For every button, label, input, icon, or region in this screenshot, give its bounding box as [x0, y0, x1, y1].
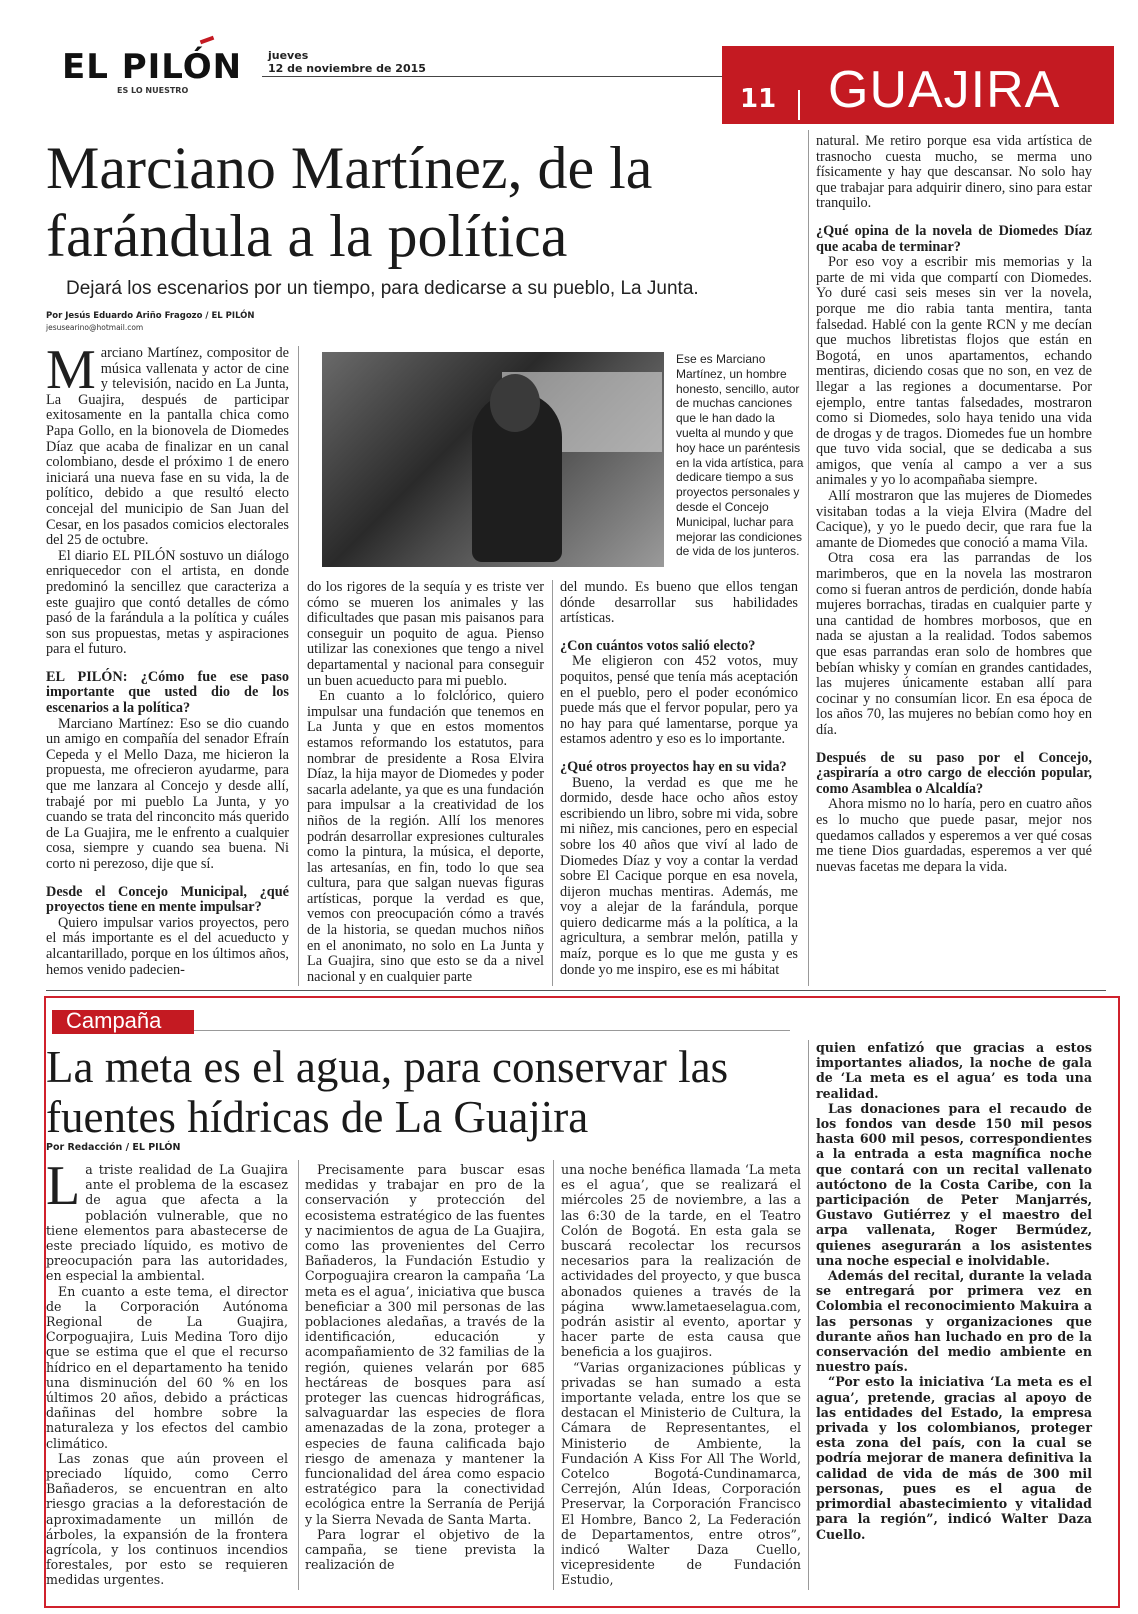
dateline-date: 12 de noviembre de 2015 — [268, 62, 426, 75]
paragraph: a triste realidad de La Guajira ante el problema de la escasez de agua que afecta a la población vulnerable, que no tiene elementos para abastecerse de este preciado líquido, es motivo de preocupación para las autoridades, en especial la ambiental. — [46, 1162, 288, 1284]
paragraph: El diario EL PILÓN sostuvo un diálogo enriquecedor con el artista, en donde predominó la sencillez que caracteriza a este guajiro que contó detalles de cómo pasó de la farándula a la política y cuáles son sus propuestas, metas y aspiraciones para el futuro. — [46, 547, 289, 658]
article1-deck: Dejará los escenarios por un tiempo, para dedicarse a su pueblo, La Junta. — [66, 278, 699, 299]
marciano-photo — [322, 352, 664, 567]
paragraph: En cuanto a este tema, el director de la Corporación Autónoma Regional de La Guajira, Corpoguajira, Luis Medina Toro dijo que se estima que el que el recurso hídrico en el departamento ha tenido una disminución del 60 % en los últimos 20 años, debido a prácticas dañinas del hombre sobre la naturaleza y los efectos del cambio climático. — [46, 1283, 288, 1451]
photo-caption: Ese es Marciano Martínez, un hombre honesto, sencillo, autor de muchas canciones que le han dado la vuelta al mundo y que hoy hace un paréntesis en la vida artística, para dedicare tiempo a sus proyectos personales y desde el Concejo Municipal, luchar para mejorar las condiciones de vida de los junteros. — [676, 352, 804, 559]
article2-lead — [46, 1155, 288, 1284]
interview-answer: Allí mostraron que las mujeres de Diomedes visitaban todas a la vieja Elvira (Madre del Cacique), y yo le puedo decir, que rara fue la amante de Diomedes que conoció a mama Vila. — [816, 488, 1092, 551]
logo-accent — [200, 36, 215, 45]
interview-answer: Bueno, la verdad es que me he dormido, desde hace ocho años estoy escribiendo un libro, sobre mi vida, sobre mi niñez, mis canciones, pero en especial sobre los 40 años que viví al lado de Diomedes Díaz y voy a contar la verdad sobre El Cacique porque en esa novela, dijeron muchas mentiras. Además, me voy a alejar de la farándula, porque quiero dedicarme más a la política, a la agricultura, a sembrar melón, patilla y maíz, porque es lo que me gusta y es donde yo me inspiro, ese es mi hábitat — [560, 774, 798, 978]
interview-question: Después de su paso por el Concejo, ¿aspiraría a otro cargo de elección popular, como Asamblea o Alcaldía? — [816, 749, 1092, 797]
photo-head — [490, 374, 540, 432]
paragraph: arciano Martínez, compositor de música vallenata y actor de cine y televisión, nacido en La Junta, La Guajira, después de participar exitosamente en la pantalla chica como Papa Gollo, en la bionovela de Diomedes Díaz que acaba de finalizar en un canal colombiano, desde el próximo 1 de enero iniciará una nueva fase en su vida, la de político, debido a que resultó electo concejal del municipio de San Juan del Cesar, en los pasados comicios electorales del 25 de octubre. — [46, 345, 289, 549]
paragraph: En cuanto a lo folclórico, quiero impulsar una fundación que tenemos en La Junta y que en estos momentos estamos reformando los estatutos, para nombrar de presidente a Rosa Elvira Díaz, la hija mayor de Diomedes y poder sacarla adelante, ya que es una fundación para impulsar a la creatividad de los niños de la región. Allí los menores podrán desarrollar expresiones culturales como la pintura, la música, el deporte, las artesanías, en fin, todo lo que sea cultura, para que salgan nuevas figuras artísticas, porque la verdad es que, vemos con preocupación cómo a través de la historia, se quedan muchos niños en el anonimato, no solo en La Junta y La Guajira, sino que esto se da a nivel nacional y en cualquier parte — [307, 688, 544, 985]
article1-email: jesusearino@hotmail.com — [46, 323, 144, 332]
interview-question: EL PILÓN: ¿Cómo fue ese paso importante que usted dio de los escenarios a la política? — [46, 668, 289, 717]
masthead-rule — [262, 76, 722, 77]
interview-question: ¿Qué opina de la novela de Diomedes Díaz que acaba de terminar? — [816, 222, 1092, 255]
interview-answer: Me eligieron con 452 votos, muy poquitos, pensé que tenía más aceptación en el pueblo, pero el poder económico puede más que el fervor popular, pero ya no hay para qué lamentarse, porque ya estamos adentro y eso es lo importante. — [560, 653, 798, 748]
article2-column-1 — [46, 1155, 288, 1588]
paragraph: natural. Me retiro porque esa vida artística de trasnocho cuesta mucho, se merma uno físicamente y hay que descansar. No solo hay que trabajar para adquirir dinero, sino para estar tranquilo. — [816, 133, 1092, 212]
column-rule — [808, 1040, 809, 1590]
column-rule — [298, 346, 299, 986]
tag-rule — [194, 1030, 790, 1031]
interview-answer: Otra cosa era las parrandas de los marimberos, que en la novela las mostraron como si fueran antros de perdición, donde había mujeres borrachas, tiradas en cualquier parte y una cantidad de hombres morbosos, que en nada se ajustan a la realidad. Todos sabemos que esas parrandas eran solo de hombres que bebían whisky y comían en grandes cantidades, las mujeres únicamente estaban allí para cocinar y no consumían licor. En esa época de los años 70, las mujeres no bebían como hoy en día. — [816, 550, 1092, 738]
paragraph: “Varias organizaciones públicas y privadas se han sumado a esta importante velada, entre los que se destacan el Ministerio de Cultura, la Cámara de Representantes, el Ministerio de Ambiente, la Fundación A Kiss For All The World, Cotelco Bogotá-Cundinamarca, Cerrejón, Alún Ideas, Corporación Preservar, la Corporación Francisco El Hombre, Banco 2, La Federación de Departamentos, entre otros”, indicó Walter Daza Cuello, vicepresidente de Fundación Estudio, — [561, 1359, 801, 1588]
paragraph: Las zonas que aún proveen el preciado líquido, como Cerro Bañaderos, se encuentran en alto riesgo gracias a la deforestación de aproximadamente un millón de árboles, la expansión de la frontera agrícola, y los continuos incendios forestales, por esto se requieren medidas urgentes. — [46, 1450, 288, 1588]
interview-question: ¿Qué otros proyectos hay en su vida? — [560, 758, 787, 775]
dateline-weekday: jueves — [268, 49, 309, 62]
interview-question: ¿Con cuántos votos salió electo? — [560, 637, 756, 654]
article2-column-4 — [816, 1040, 1092, 1542]
column-rule — [553, 1160, 554, 1590]
article1-column-2 — [307, 580, 544, 985]
paragraph: Precisamente para buscar esas medidas y trabajar en pro de la conservación y protección del ecosistema estratégico de las fuentes y nacimientos de agua de La Guajira, como las provenientes del Cerro Bañaderos, la Fundación Estudio y Corpoguajira crearon la campaña ‘La meta es el agua’, iniciativa que busca beneficiar a 300 mil personas de las poblaciones aledañas, a través de la identificación, educación y acompañamiento de 32 familias de la región, quienes velarán por 685 hectáreas de bosques para así proteger las cuencas hidrográficas, salvaguardar las especies de flora amenazadas de la zona, proteger a especies de fauna calificada bajo riesgo de amenaza y mantener la funcionalidad del área como espacio estratégico para la conectividad ecológica entre la Serranía de Perijá y la Sierra Nevada de Santa Marta. — [305, 1162, 545, 1527]
paragraph: una noche benéfica llamada ‘La meta es el agua’, que se realizará el miércoles 25 de noviembre, a las a las 6:30 de la tarde, en el Teatro Colón de Bogotá. En esta gala se buscará recolectar los recursos necesarios para la realización de actividades del proyecto, y que busca abonados quienes a través de la página www.lametaeselagua.com, podrán asistir al evento, aportar y hacer parte de esta causa que beneficia a los guajiros. — [561, 1162, 801, 1360]
paragraph: del mundo. Es bueno que ellos tengan dónde desarrollar sus habilidades artísticas. — [560, 579, 798, 627]
column-rule — [552, 580, 553, 986]
article1-column-3 — [560, 580, 798, 978]
article1-column-1 — [46, 339, 289, 978]
article1-column-4 — [816, 134, 1092, 875]
article1-lead — [46, 339, 289, 549]
paragraph: quien enfatizó que gracias a estos importantes aliados, la noche de gala de ‘La meta es el agua’ es toda una realidad. — [816, 1040, 1092, 1101]
article2-headline: La meta es el agua, para conservar las fuentes hídricas de La Guajira — [46, 1042, 729, 1142]
section-name: GUAJIRA — [828, 61, 1061, 119]
article-separator — [46, 990, 1106, 991]
logo-tagline: ES LO NUESTRO — [117, 86, 189, 95]
column-rule — [808, 130, 809, 986]
paragraph: Las donaciones para el recaudo de los fondos van desde 150 mil pesos hasta 600 mil pesos, correspondientes a la entrada a esta magnífica noche que contará con un recital vallenato autóctono de la Costa Caribe, con la participación de Peter Manjarrés, Gustavo Gutiérrez y el maestro del arpa vallenata, Roger Bermúdez, quienes asegurarán a los asistentes una noche especial e inolvidable. — [816, 1100, 1092, 1268]
dateline — [268, 49, 426, 75]
interview-answer: Ahora mismo no lo haría, pero en cuatro años es lo mucho que puede pasar, mejor nos quedamos callados y esperemos a ver qué cosas me tiene Dios guardadas, esperemos a ver qué nuevas facetas me depara la vida. — [816, 796, 1092, 875]
article2-column-3 — [561, 1162, 801, 1588]
dropcap: M — [46, 339, 96, 401]
interview-answer: Por eso voy a escribir mis memorias y la parte de mi vida que compartí con Diomedes. Yo duré casi seis meses sin ver la novela, porque me dio rabia tanta mentira, tanta falsedad. Hablé con la gente RCN y me decían que muchos libretistas flojos que están en Bogotá, en unos apartamentos, echando mentiras, diciendo cosas que no son, en vez de llegar a las regiones a documentarse. Por ejemplo, entre tantas falsedades, mostraron como si Diomedes, solo haya tenido una vida de drogas y de tragos. Diomedes fue un hombre que tuvo vida social, que se dedicaba a sus amigos, que venía al campo a ver a sus animales y yo lo acompañaba siempre. — [816, 254, 1092, 489]
article2-column-2 — [305, 1162, 545, 1572]
paragraph: “Por esto la iniciativa ‘La meta es el agua’, pretende, gracias al apoyo de las entidades del Estado, la empresa privada y los colombianos, proteger esta zona del país, con la cual se podría mejorar de manera definitiva la calidad de vida de más de 300 mil personas, pues es el agua de primordial abastecimiento y vitalidad para la región”, indicó Walter Daza Cuello. — [816, 1374, 1092, 1542]
paragraph: Para lograr el objetivo de la campaña, se tiene prevista la realización de — [305, 1526, 545, 1573]
page-divider — [798, 90, 800, 120]
paragraph: do los rigores de la sequía y es triste ver cómo se mueren los animales y las dificultades que pasan mis paisanos para conseguir un poquito de agua. Pienso utilizar las conexiones que tengo a nivel departamental y nacional para conseguir un buen acueducto para mi pueblo. — [307, 579, 544, 689]
interview-answer: Marciano Martínez: Eso se dio cuando un amigo en compañía del senador Efraín Cepeda y el Mello Daza, me hicieron la propuesta, me ofrecieron ayudarme, para que me lanzara al Concejo y desde allí, trabajé por mi pueblo La Junta, y yo cuando se trata del rinconcito más querido de La Guajira, me le enfrento a cualquier cosa, siempre y cuando sea buena. Ni corto ni perezoso, dije que sí. — [46, 715, 289, 872]
article1-headline: Marciano Martínez, de la farándula a la política — [46, 135, 653, 269]
interview-question: Desde el Concejo Municipal, ¿qué proyectos tiene en mente impulsar? — [46, 883, 289, 916]
article1-byline: Por Jesús Eduardo Ariño Fragozo / EL PILÓN — [46, 311, 255, 321]
page-number: 11 — [740, 84, 777, 114]
article2-byline: Por Redacción / EL PILÓN — [46, 1142, 181, 1153]
interview-answer: Quiero impulsar varios proyectos, pero el más importante es el del acueducto y alcantarillado, porque en los últimos años, hemos venido padecien- — [46, 914, 289, 978]
newspaper-logo: EL PILÓN — [62, 47, 243, 87]
paragraph: Además del recital, durante la velada se entregará por primera vez en Colombia el reconocimiento Makuira a las personas y organizaciones que durante años han luchado en pro de la conservación del medio ambiente en nuestro país. — [816, 1268, 1092, 1375]
dropcap: L — [46, 1155, 81, 1217]
campaign-tag: Campaña — [66, 1008, 162, 1033]
column-rule — [298, 1160, 299, 1590]
